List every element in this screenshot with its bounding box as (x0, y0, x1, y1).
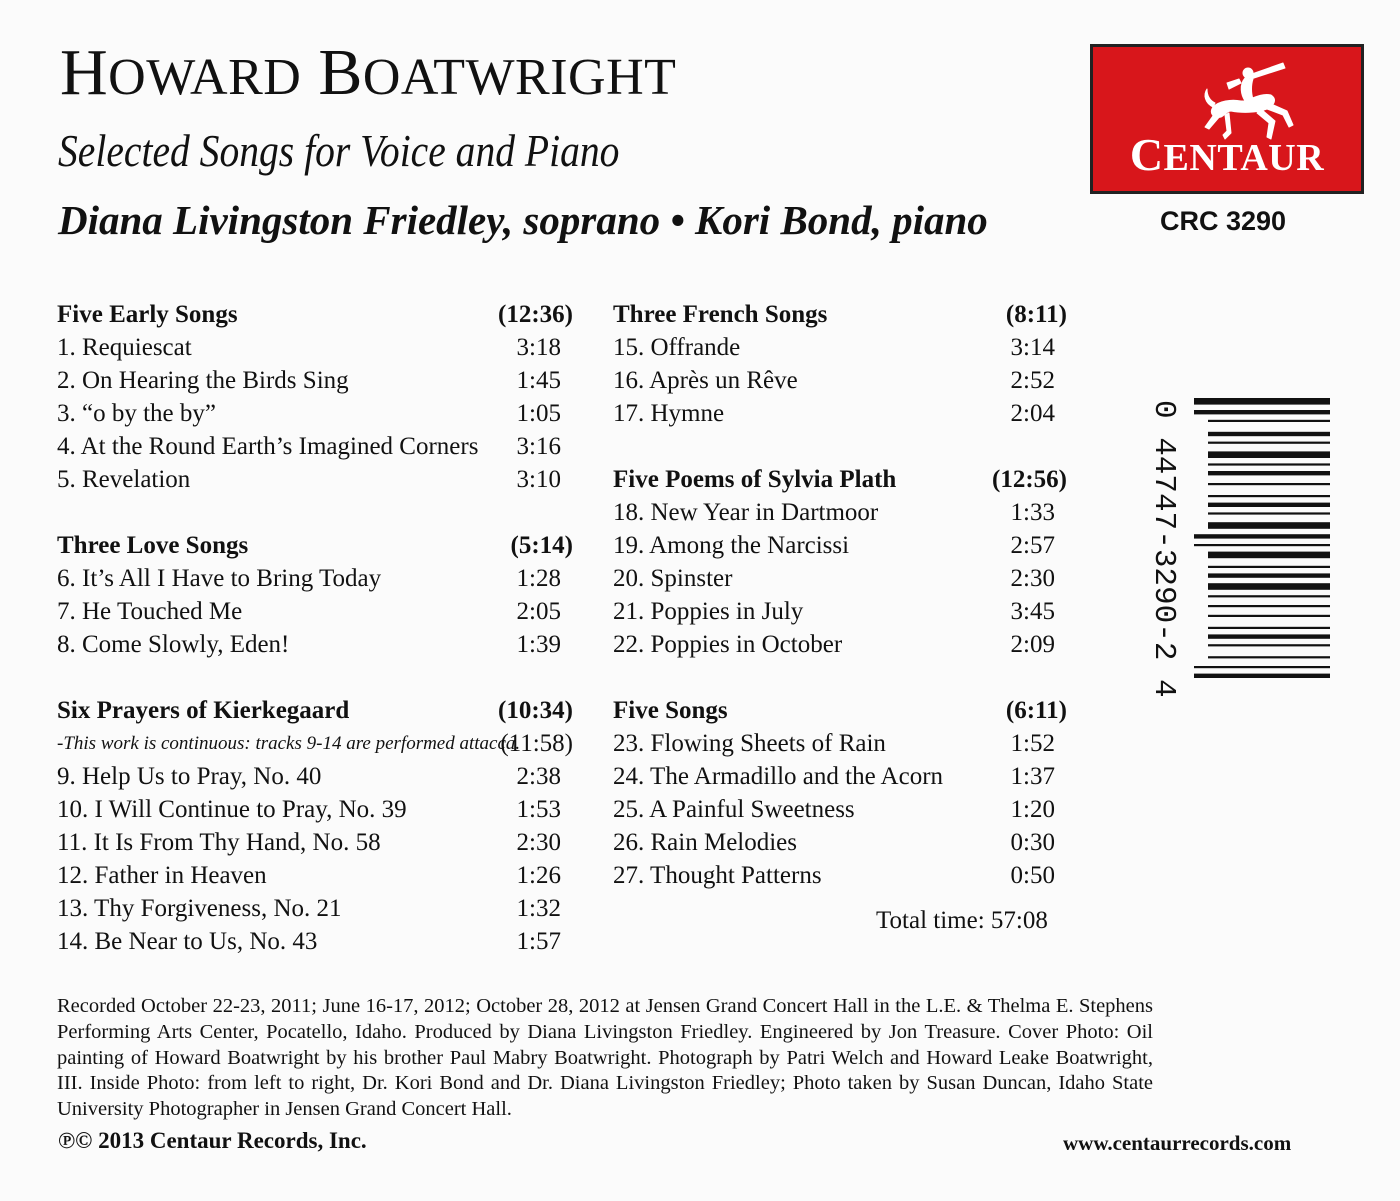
barcode-bar (1194, 410, 1330, 414)
track-row (57, 331, 573, 364)
tracklist-right (613, 298, 1067, 892)
recording-credits: Recorded October 22-23, 2011; June 16-17, 2012; October 28, 2012 at Jensen Grand Concert Hall in the L.E. & Thelma E. Stephens Performing Arts Center, Pocatello, Idaho. Produced by Diana Livingston Friedley. Engineered by Jon Treasure. Cover Photo: Oil painting of Howard Boatwright by his brother Paul Mabry Boatwright. Photograph by Patri Welch and Howard Leake Boatwright, III. Inside Photo: from left to right, Dr. Kori Bond and Dr. Diana Livingston Friedley; Photo taken by Susan Duncan, Idaho State University Photographer in Jensen Grand Concert Hall. (57, 995, 1153, 1121)
barcode-bar (1208, 644, 1330, 646)
track-row (57, 397, 573, 430)
track-title: 17. Hymne (613, 400, 725, 427)
work-heading (57, 529, 573, 562)
barcode-bar (1208, 595, 1330, 597)
track-title: 27. Thought Patterns (613, 862, 822, 889)
track-duration: 1:26 (516, 862, 561, 889)
track-title: 4. At the Round Earth’s Imagined Corners (57, 433, 479, 460)
track-title: 10. I Will Continue to Pray, No. 39 (57, 796, 407, 823)
track-row (613, 628, 1067, 661)
track-duration: 1:37 (1010, 763, 1055, 790)
track-duration: 3:14 (1010, 334, 1055, 361)
work-duration: (10:34) (498, 697, 573, 724)
barcode-bar (1208, 627, 1330, 629)
track-title: 9. Help Us to Pray, No. 40 (57, 763, 322, 790)
track-duration: 1:05 (516, 400, 561, 427)
track-row (613, 364, 1067, 397)
track-row (613, 496, 1067, 529)
track-duration: 1:28 (516, 565, 561, 592)
track-duration: 1:57 (516, 928, 561, 955)
barcode-bar (1208, 442, 1330, 444)
work-title: Six Prayers of Kierkegaard (57, 697, 350, 724)
track-duration: 3:45 (1010, 598, 1055, 625)
track-row (57, 628, 573, 661)
track-title: 18. New Year in Dartmoor (613, 499, 879, 526)
barcode-bar (1194, 544, 1330, 546)
copyright-notice: ℗© 2013 Centaur Records, Inc. (58, 1128, 367, 1153)
barcode-bar (1208, 503, 1330, 507)
track-duration: 0:50 (1010, 862, 1055, 889)
barcode-bar (1208, 451, 1330, 458)
barcode-bar (1194, 674, 1330, 678)
track-duration: 2:05 (516, 598, 561, 625)
work-note-duration: (11:58) (500, 730, 573, 757)
catalog-number: CRC 3290 (1160, 206, 1287, 236)
tracklist-left (57, 298, 573, 958)
barcode-bar (1208, 512, 1330, 514)
track-duration: 2:38 (516, 763, 561, 790)
track-duration: 2:57 (1010, 532, 1055, 559)
centaur-wordmark: CENTAUR (1129, 129, 1325, 180)
barcode-bar (1208, 463, 1330, 465)
track-row (613, 529, 1067, 562)
barcode-bar (1208, 483, 1330, 485)
track-title: 7. He Touched Me (57, 598, 243, 625)
barcode-bar (1208, 573, 1330, 577)
work-heading (613, 298, 1067, 331)
barcode-digits: 0 44747-3290-2 4 (1146, 400, 1181, 698)
track-row (57, 760, 573, 793)
track-title: 19. Among the Narcissi (613, 532, 850, 559)
work-heading (57, 298, 573, 331)
track-row (613, 331, 1067, 364)
track-duration: 1:45 (516, 367, 561, 394)
track-row (57, 859, 573, 892)
track-duration: 3:16 (516, 433, 561, 460)
track-title: 13. Thy Forgiveness, No. 21 (57, 895, 342, 922)
track-row (57, 892, 573, 925)
work-heading (613, 694, 1067, 727)
track-title: 21. Poppies in July (613, 598, 804, 625)
work-title: Three French Songs (613, 301, 828, 328)
website-link[interactable]: www.centaurrecords.com (1063, 1131, 1292, 1155)
barcode-bar (1208, 522, 1330, 529)
track-title: 15. Offrande (613, 334, 741, 361)
album-subtitle: Selected Songs for Voice and Piano (58, 125, 620, 176)
track-title: 12. Father in Heaven (57, 862, 267, 889)
barcode-bar (1208, 605, 1330, 607)
work-duration: (12:56) (992, 466, 1067, 493)
track-row (57, 826, 573, 859)
track-row (613, 727, 1067, 760)
track-duration: 2:04 (1010, 400, 1055, 427)
track-row (613, 793, 1067, 826)
work-heading (613, 463, 1067, 496)
track-row (613, 595, 1067, 628)
centaur-logo (1090, 44, 1364, 194)
track-row (57, 430, 573, 463)
track-duration: 2:30 (516, 829, 561, 856)
track-duration: 3:10 (516, 466, 561, 493)
track-duration: 1:33 (1010, 499, 1055, 526)
track-duration: 1:53 (516, 796, 561, 823)
track-duration: 2:52 (1010, 367, 1055, 394)
track-row (613, 760, 1067, 793)
track-duration: 1:39 (516, 631, 561, 658)
track-row (57, 595, 573, 628)
track-title: 24. The Armadillo and the Acorn (613, 763, 944, 790)
track-title: 22. Poppies in October (613, 631, 843, 658)
barcode (1146, 392, 1340, 782)
track-row (57, 925, 573, 958)
barcode-bar (1194, 666, 1330, 668)
track-title: 11. It Is From Thy Hand, No. 58 (57, 829, 381, 856)
track-title: 3. “o by the by” (57, 400, 216, 427)
track-title: 23. Flowing Sheets of Rain (613, 730, 886, 757)
barcode-bar (1208, 552, 1330, 559)
track-duration: 1:20 (1010, 796, 1055, 823)
barcode-bar (1208, 656, 1330, 658)
track-title: 16. Après un Rêve (613, 367, 798, 394)
barcode-bar (1208, 634, 1330, 638)
track-title: 14. Be Near to Us, No. 43 (57, 928, 318, 955)
track-title: 6. It’s All I Have to Bring Today (57, 565, 382, 592)
track-duration: 2:30 (1010, 565, 1055, 592)
track-row (613, 826, 1067, 859)
barcode-bar (1194, 398, 1330, 405)
performers-line: Diana Livingston Friedley, soprano • Kori Bond, piano (58, 197, 988, 243)
work-title: Three Love Songs (57, 532, 249, 559)
work-duration: (5:14) (510, 532, 573, 559)
work-note-row (57, 727, 573, 760)
track-row (57, 793, 573, 826)
track-row (613, 859, 1067, 892)
work-title: Five Early Songs (57, 301, 238, 328)
track-title: 1. Requiescat (57, 334, 192, 361)
work-title: Five Poems of Sylvia Plath (613, 466, 897, 493)
track-row (613, 562, 1067, 595)
work-heading (57, 694, 573, 727)
barcode-bar (1208, 566, 1330, 568)
work-duration: (6:11) (1005, 697, 1067, 724)
work-duration: (8:11) (1005, 301, 1067, 328)
track-title: 8. Come Slowly, Eden! (57, 631, 290, 658)
barcode-bar (1208, 583, 1330, 590)
track-row (57, 463, 573, 496)
track-duration: 2:09 (1010, 631, 1055, 658)
barcode-bar (1208, 471, 1330, 475)
track-duration: 0:30 (1010, 829, 1055, 856)
composer-name: HOWARD BOATWRIGHT (60, 36, 677, 109)
track-title: 2. On Hearing the Birds Sing (57, 367, 349, 394)
track-duration: 1:32 (516, 895, 561, 922)
track-title: 25. A Painful Sweetness (613, 796, 855, 823)
barcode-bar (1208, 420, 1330, 422)
work-duration: (12:36) (498, 301, 573, 328)
barcode-bar (1208, 432, 1330, 436)
barcode-bar (1194, 534, 1330, 538)
track-row (57, 364, 573, 397)
track-row (57, 562, 573, 595)
barcode-bar (1208, 495, 1330, 497)
track-row (613, 397, 1067, 430)
work-note: -This work is continuous: tracks 9-14 are performed attacca. (57, 733, 521, 754)
total-time: Total time: 57:08 (876, 907, 1048, 934)
track-title: 26. Rain Melodies (613, 829, 798, 856)
track-title: 20. Spinster (613, 565, 733, 592)
track-title: 5. Revelation (57, 466, 191, 493)
track-duration: 3:18 (516, 334, 561, 361)
track-duration: 1:52 (1010, 730, 1055, 757)
work-title: Five Songs (613, 697, 728, 724)
barcode-bar (1208, 615, 1330, 617)
